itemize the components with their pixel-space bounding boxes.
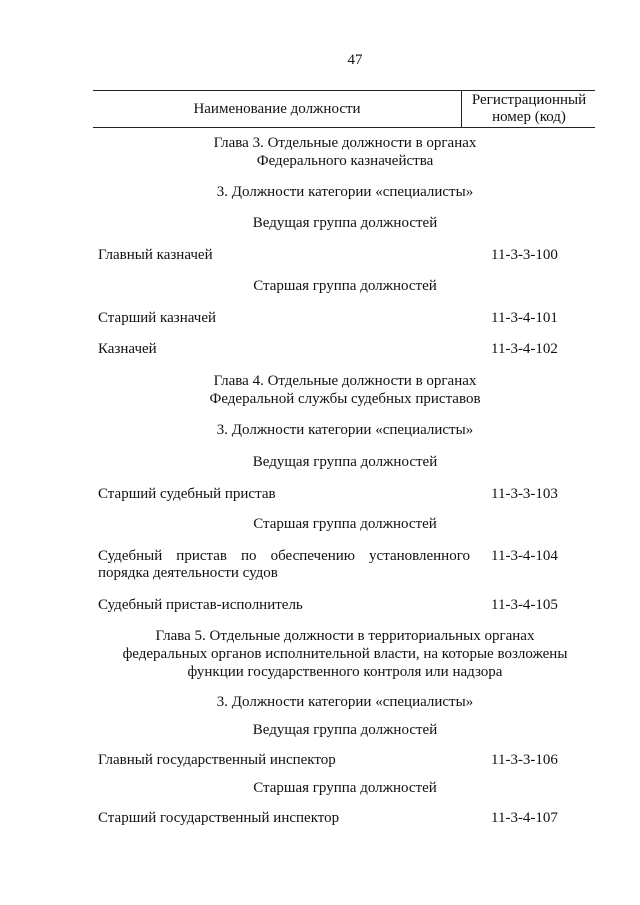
column-header-code-line2: номер (код) <box>492 109 566 125</box>
column-divider <box>461 91 462 127</box>
chapter-4-group-senior: Старшая группа должностей <box>253 516 437 532</box>
chapter-4-title-line2: Федеральной службы судебных приставов <box>209 391 481 407</box>
registration-code: 11-3-4-101 <box>491 310 558 326</box>
position-name-line1: Судебный пристав по обеспечению установленного <box>98 548 470 564</box>
chapter-5-group-lead: Ведущая группа должностей <box>252 722 438 738</box>
column-header-code-line1: Регистрационный <box>471 92 587 108</box>
chapter-3-group-senior: Старшая группа должностей <box>253 278 437 294</box>
chapter-4-group-lead: Ведущая группа должностей <box>252 454 438 470</box>
column-header-position-name: Наименование должности <box>193 101 361 117</box>
registration-code: 11-3-4-107 <box>491 810 558 826</box>
position-name: Старший судебный пристав <box>98 486 276 502</box>
position-name: Главный государственный инспектор <box>98 752 336 768</box>
position-name: Старший казначей <box>98 310 217 326</box>
chapter-5-title-line2: федеральных органов исполнительной власти, на которые возложены <box>122 646 568 662</box>
registration-code: 11-3-4-104 <box>491 548 558 564</box>
position-name: Казначей <box>98 341 157 357</box>
chapter-5-category: 3. Должности категории «специалисты» <box>216 694 474 710</box>
registration-code: 11-3-4-102 <box>491 341 558 357</box>
registration-code: 11-3-3-103 <box>491 486 558 502</box>
table-header <box>93 90 595 128</box>
chapter-5-title-line3: функции государственного контроля или надзора <box>187 664 503 680</box>
chapter-3-group-lead: Ведущая группа должностей <box>252 215 438 231</box>
position-name <box>98 548 470 582</box>
chapter-3-title-line2: Федерального казначейства <box>256 153 434 169</box>
chapter-5-title-line1: Глава 5. Отдельные должности в территориальных органах <box>155 628 535 644</box>
position-name: Старший государственный инспектор <box>98 810 340 826</box>
column-header-registration-code <box>463 92 595 126</box>
position-name-line2: порядка деятельности судов <box>98 565 278 581</box>
chapter-4-title-line1: Глава 4. Отдельные должности в органах <box>213 373 477 389</box>
registration-code: 11-3-4-105 <box>491 597 558 613</box>
registration-code: 11-3-3-100 <box>491 247 558 263</box>
chapter-5-group-senior: Старшая группа должностей <box>253 780 437 796</box>
chapter-3-category: 3. Должности категории «специалисты» <box>216 184 474 200</box>
page-number: 47 <box>347 52 363 68</box>
chapter-4-category: 3. Должности категории «специалисты» <box>216 422 474 438</box>
position-name: Главный казначей <box>98 247 213 263</box>
position-name: Судебный пристав-исполнитель <box>98 597 303 613</box>
chapter-3-title-line1: Глава 3. Отдельные должности в органах <box>213 135 477 151</box>
registration-code: 11-3-3-106 <box>491 752 558 768</box>
